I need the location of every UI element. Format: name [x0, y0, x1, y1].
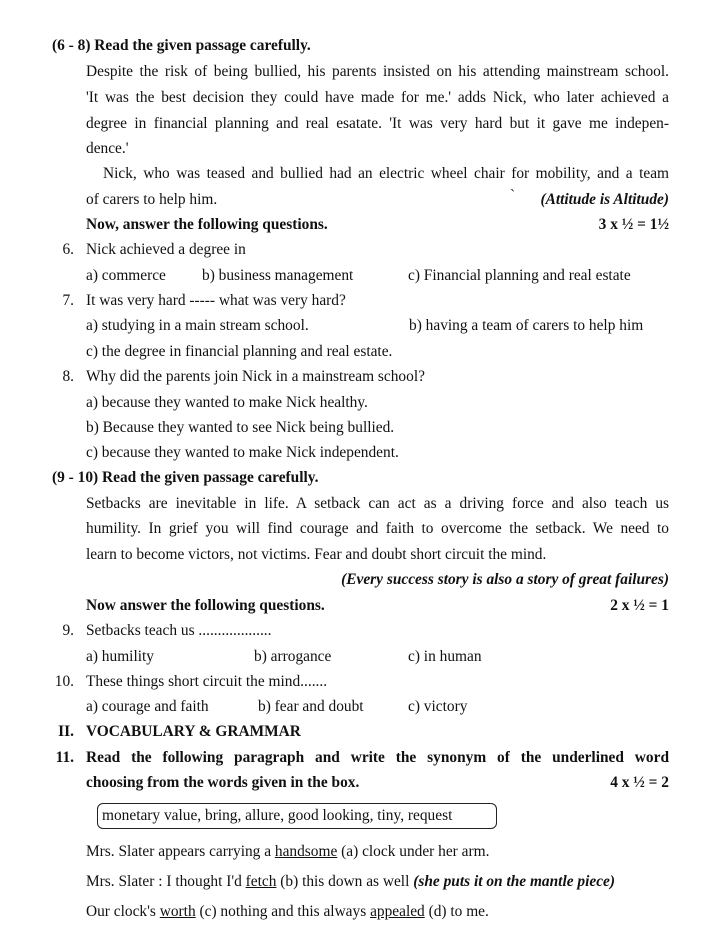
option-b: b) business management: [202, 267, 354, 284]
option-c: c) because they wanted to make Nick independent.: [86, 444, 399, 461]
option-b: b) arrogance: [254, 648, 332, 665]
question-text: Why did the parents join Nick in a mainstream school?: [86, 368, 425, 385]
underlined-word: fetch: [245, 873, 277, 890]
passage-line: Nick, who was teased and bullied had an electric wheel chair for mobility, and a team: [103, 165, 669, 182]
option-b: b) Because they wanted to see Nick being bullied.: [86, 419, 395, 436]
question-text: Setbacks teach us ...................: [86, 622, 272, 639]
option-a: a) commerce: [86, 267, 166, 284]
passage-line: learn to become victors, not victims. Fear and doubt short circuit the mind.: [86, 546, 547, 563]
option-a: a) studying in a main stream school.: [86, 317, 309, 334]
marks: 4 x ½ = 2: [610, 774, 669, 791]
underlined-word: worth: [159, 903, 196, 920]
passage-line: Despite the risk of being bullied, his parents insisted on his attending mainstream school.: [86, 63, 669, 80]
passage-line: humility. In grief you will find courage and faith to overcome the setback. We need to: [86, 520, 669, 537]
sentence-c: [86, 902, 489, 922]
sentence-text: Our clock's: [86, 903, 160, 920]
marks: 3 x ½ = 1½: [598, 216, 669, 233]
sentence-a: [86, 842, 489, 862]
option-c: c) victory: [408, 698, 468, 715]
question-text: It was very hard ----- what was very hard?: [86, 292, 346, 309]
section-heading-9-10: (9 - 10) Read the given passage carefully.: [52, 469, 319, 486]
passage-line: 'It was the best decision they could have made for me.' adds Nick, who later achieved a: [86, 89, 669, 106]
passage-line: dence.': [86, 140, 129, 157]
option-a: a) courage and faith: [86, 698, 209, 715]
option-a: a) because they wanted to make Nick healthy.: [86, 394, 368, 411]
marks: 2 x ½ = 1: [610, 597, 669, 614]
sentence-text: (b) this down as well: [276, 873, 414, 890]
passage-line: Setbacks are inevitable in life. A setback can act as a driving force and also teach us: [86, 495, 669, 512]
question-number: 10.: [54, 673, 74, 690]
sentence-text: (a) clock under her arm.: [337, 843, 490, 860]
sentence-text: (c) nothing and this always: [195, 903, 371, 920]
word-box-text: monetary value, bring, allure, good looking, tiny, request: [102, 807, 453, 824]
option-a: a) humility: [86, 648, 154, 665]
question-number: 8.: [62, 368, 74, 385]
underlined-word: appealed: [370, 903, 425, 920]
question-text: These things short circuit the mind.......: [86, 673, 328, 690]
sentence-b: [86, 872, 615, 892]
option-c: c) in human: [408, 648, 482, 665]
question-text: Nick achieved a degree in: [86, 241, 246, 258]
option-b: b) fear and doubt: [258, 698, 364, 715]
instruction: Now answer the following questions.: [86, 597, 325, 614]
question-number: 11.: [55, 749, 74, 766]
question-number: 7.: [62, 292, 74, 309]
passage-line: degree in financial planning and real esatate. 'It was very hard but it gave me indepen-: [86, 115, 669, 132]
option-b: b) having a team of carers to help him: [409, 317, 644, 334]
question-number: 6.: [62, 241, 74, 258]
section-number: II.: [58, 723, 74, 740]
section-title: VOCABULARY & GRAMMAR: [86, 723, 301, 740]
sentence-text: (d) to me.: [424, 903, 489, 920]
option-c: c) Financial planning and real estate: [408, 267, 631, 284]
passage-line: of carers to help him.: [86, 191, 218, 208]
passage-source: (Every success story is also a story of great failures): [341, 571, 669, 588]
passage-source: (Attitude is Altitude): [540, 191, 669, 208]
option-c: c) the degree in financial planning and real estate.: [86, 343, 393, 360]
underlined-word: handsome: [274, 843, 338, 860]
question-number: 9.: [62, 622, 74, 639]
section-heading-6-8: (6 - 8) Read the given passage carefully.: [52, 37, 311, 54]
question-text: Read the following paragraph and write the synonym of the underlined word: [86, 749, 669, 766]
instruction: Now, answer the following questions.: [86, 216, 328, 233]
sentence-text: Mrs. Slater appears carrying a: [86, 843, 275, 860]
question-text: choosing from the words given in the box.: [86, 774, 360, 791]
stage-direction: (she puts it on the mantle piece): [413, 873, 616, 890]
sentence-text: Mrs. Slater : I thought I'd: [86, 873, 246, 890]
word-box: [97, 803, 497, 829]
source-mark: `: [510, 187, 516, 204]
